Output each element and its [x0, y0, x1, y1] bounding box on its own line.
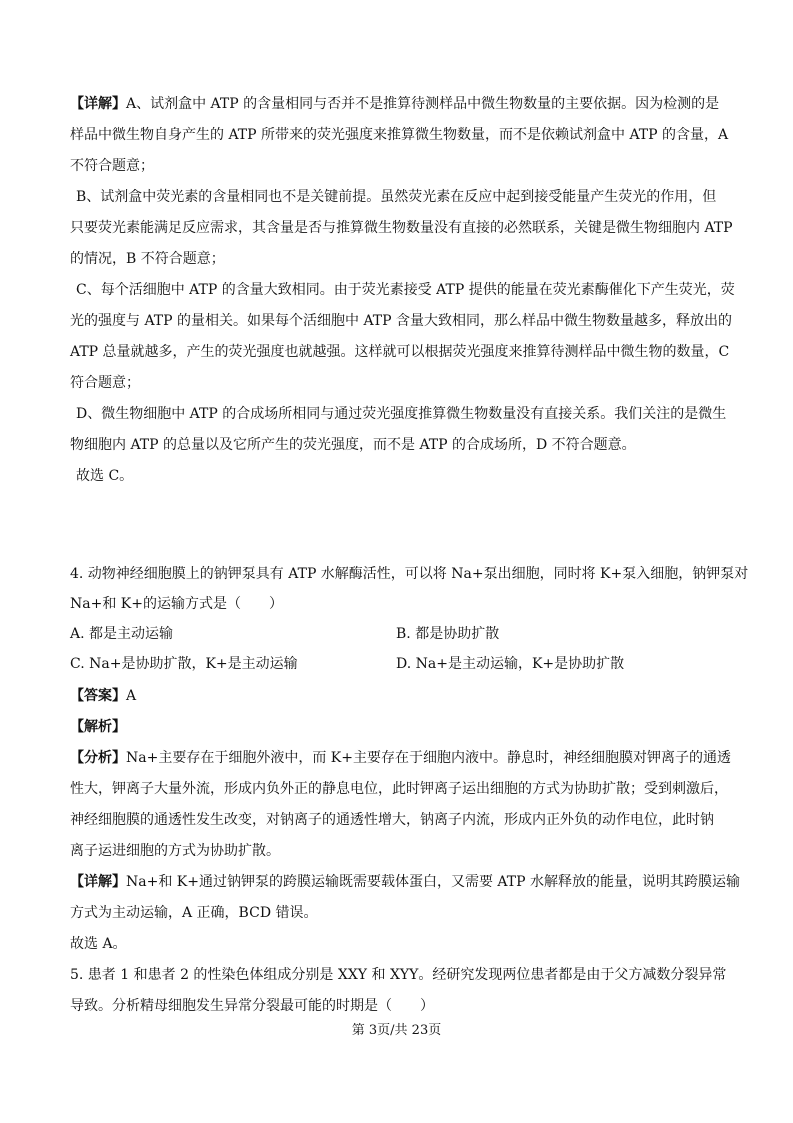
q4-answer	[70, 686, 136, 706]
q3-conclusion: 故选 C。	[76, 468, 134, 484]
q3-detail-a-line3: 不符合题意；	[70, 158, 154, 174]
answer-tag: 【答案】	[70, 688, 126, 704]
q4-fenxi-line1: 【分析】Na+主要存在于细胞外液中，而 K+主要存在于细胞内液中。静息时，神经细胞膜对钾离子的通透	[70, 750, 731, 766]
q4-stem-line2: Na+和 K+的运输方式是（ ）	[70, 596, 283, 612]
q4-fenxi-line3: 神经细胞膜的通透性发生改变，对钠离子的通透性增大，钠离子内流，形成内正外负的动作电位，此时钠	[70, 812, 714, 828]
q4-option-c: C. Na+是协助扩散，K+是主动运输	[70, 656, 298, 672]
answer-value: A	[126, 688, 137, 704]
q4-fenxi-line4: 离子运进细胞的方式为协助扩散。	[70, 843, 280, 859]
q4-analysis-tag: 【解析】	[70, 719, 126, 735]
q3-detail-c-line3: ATP 总量就越多，产生的荧光强度也就越强。这样就可以根据荧光强度来推算待测样品中微生物的数量，C	[70, 344, 730, 360]
q3-detail-c-line4: 符合题意；	[70, 375, 140, 391]
q3-detail-a-line2: 样品中微生物自身产生的 ATP 所带来的荧光强度来推算微生物数量，而不是依赖试剂盒中 ATP 的含量，A	[70, 127, 729, 143]
q4-fenxi-line2: 性大，钾离子大量外流，形成内负外正的静息电位，此时钾离子运出细胞的方式为协助扩散；受到刺激后，	[70, 781, 728, 797]
q3-detail-c-line1: C、每个活细胞中 ATP 的含量大致相同。由于荧光素接受 ATP 提供的能量在荧光素酶催化下产生荧光，荧	[76, 282, 735, 298]
detail-tag: 【详解】	[70, 96, 126, 112]
q3-detail-b-line3: 的情况，B 不符合题意；	[70, 251, 225, 267]
q5-stem-line2: 导致。分析精母细胞发生异常分裂最可能的时期是（ ）	[70, 998, 434, 1014]
q5-stem-line1: 5. 患者 1 和患者 2 的性染色体组成分别是 XXY 和 XYY。经研究发现两位患者都是由于父方减数分裂异常	[70, 967, 727, 983]
q4-detail-line1: 【详解】Na+和 K+通过钠钾泵的跨膜运输既需要载体蛋白，又需要 ATP 水解释放的能量，说明其跨膜运输	[70, 874, 740, 890]
q3-detail-a-line1: 【详解】A、试剂盒中 ATP 的含量相同与否并不是推算待测样品中微生物数量的主要依据。因为检测的是	[70, 96, 720, 112]
q3-detail-d-line2: 物细胞内 ATP 的总量以及它所产生的荧光强度，而不是 ATP 的合成场所，D 不符合题意。	[70, 437, 636, 453]
q3-detail-b-line1: B、试剂盒中荧光素的含量相同也不是关键前提。虽然荧光素在反应中起到接受能量产生荧光的作用，但	[76, 189, 717, 205]
q4-conclusion: 故选 A。	[70, 936, 127, 952]
q3-detail-d-line1: D、微生物细胞中 ATP 的合成场所相同与通过荧光强度推算微生物数量没有直接关系。我们关注的是微生	[76, 406, 727, 422]
q4-stem-line1: 4. 动物神经细胞膜上的钠钾泵具有 ATP 水解酶活性，可以将 Na+泵出细胞，同时将 K+泵入细胞，钠钾泵对	[70, 566, 749, 582]
q3-detail-b-line2: 只要荧光素能满足反应需求，其含量是否与推算微生物数量没有直接的必然联系，关键是微生物细胞内 ATP	[70, 220, 733, 236]
q4-detail-line2: 方式为主动运输，A 正确，BCD 错误。	[70, 905, 318, 921]
q3-detail-c-line2: 光的强度与 ATP 的量相关。如果每个活细胞中 ATP 含量大致相同，那么样品中微生物数量越多，释放出的	[70, 313, 733, 329]
q4-option-a: A. 都是主动运输	[70, 626, 174, 642]
page-footer: 第 3页/共 23页	[351, 1023, 442, 1038]
q4-option-b: B. 都是协助扩散	[396, 626, 500, 642]
fenxi-tag: 【分析】	[70, 750, 126, 766]
q4-option-d: D. Na+是主动运输，K+是协助扩散	[396, 656, 625, 672]
detail-tag: 【详解】	[70, 874, 126, 890]
